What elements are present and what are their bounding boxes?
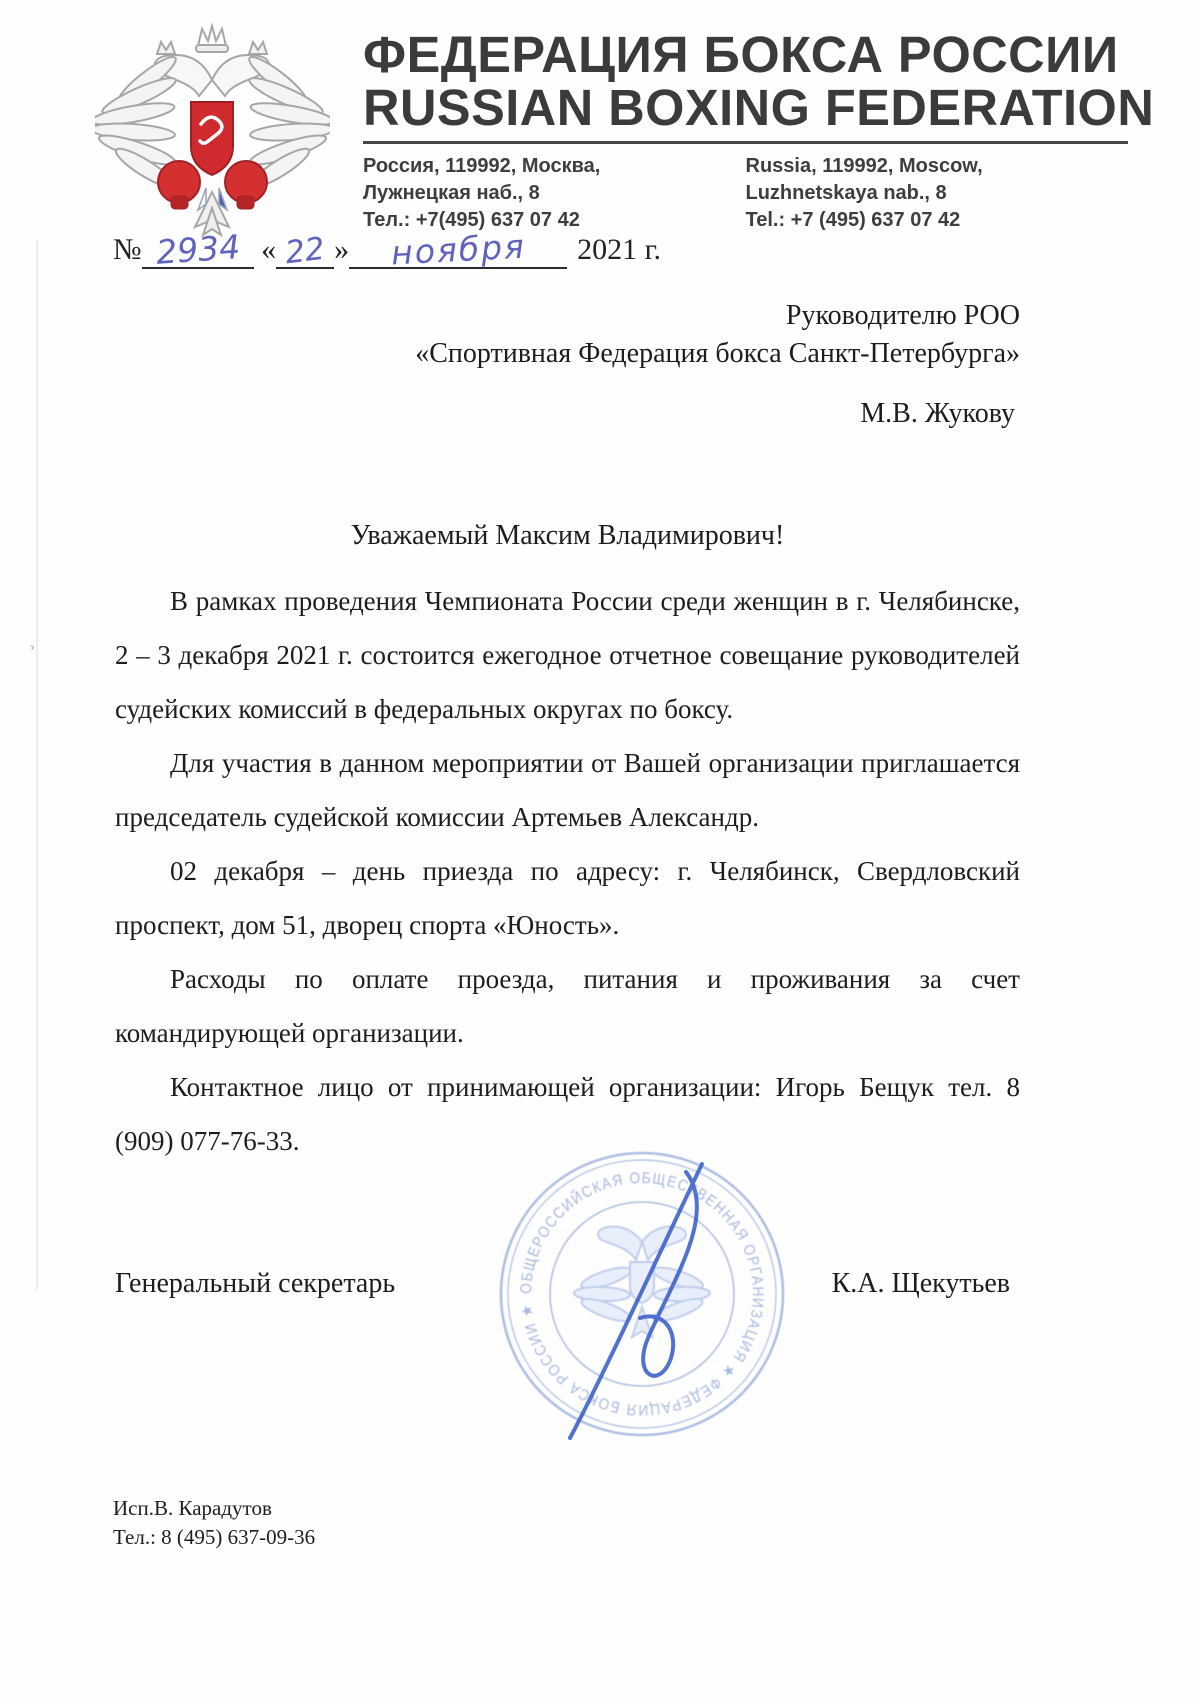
executor-name: Исп.В. Карадутов	[113, 1496, 272, 1520]
letter-body	[115, 574, 1020, 1168]
signer-name: К.А. Щекутьев	[831, 1268, 1010, 1299]
letterhead	[363, 26, 1155, 234]
address-block-russian	[363, 153, 746, 234]
boxing-federation-coat-of-arms-icon	[95, 22, 330, 240]
recipient-line: Руководителю РОО	[785, 300, 1020, 331]
scan-artifact-line	[36, 240, 38, 1290]
number-sign-label: №	[113, 233, 142, 266]
salutation: Уважаемый Максим Владимирович!	[350, 520, 785, 551]
address-en-line: Tel.: +7 (495) 637 07 42	[745, 209, 961, 231]
handwritten-outgoing-number: 2934	[154, 227, 242, 272]
executor-block	[113, 1494, 315, 1552]
body-paragraph: Расходы по оплате проезда, питания и проживания за счет командирующей организации.	[115, 964, 1020, 1048]
signer-position: Генеральный секретарь	[115, 1268, 396, 1299]
address-block-english	[746, 153, 1129, 234]
recipient-name: М.В. Жукову	[860, 398, 1015, 429]
executor-phone: Тел.: 8 (495) 637-09-36	[113, 1525, 316, 1549]
reference-number-line	[113, 226, 662, 273]
header-divider	[363, 141, 1128, 144]
recipient-block	[415, 297, 1020, 373]
org-title-english: RUSSIAN BOXING FEDERATION	[363, 79, 1155, 136]
close-quote: »	[334, 233, 350, 266]
recipient-line: «Спортивная Федерация бокса Санкт-Петербурга»	[415, 338, 1020, 369]
handwritten-month: ноября	[389, 226, 527, 273]
open-quote: «	[261, 233, 277, 266]
address-en-line: Luzhnetskaya nab., 8	[745, 182, 947, 204]
org-title-russian: ФЕДЕРАЦИЯ БОКСА РОССИИ	[363, 26, 1119, 83]
address-en-line: Russia, 119992, Moscow,	[745, 155, 983, 177]
body-paragraph: В рамках проведения Чемпионата России среди женщин в г. Челябинске, 2 – 3 декабря 2021 г. состоится ежегодное отчетное совещание руководителей судейских комиссий в федеральных округах по боксу.	[115, 586, 1020, 724]
pen-signature-icon	[490, 1142, 794, 1446]
scan-artifact-speck: ›	[28, 639, 37, 655]
body-paragraph: Для участия в данном мероприятии от Вашей организации приглашается председатель судейской комиссии Артемьев Александр.	[115, 748, 1020, 832]
handwritten-day: 22	[283, 230, 328, 272]
address-ru-line: Лужнецкая наб., 8	[363, 182, 540, 204]
address-ru-line: Тел.: +7(495) 637 07 42	[363, 209, 580, 231]
body-paragraph: 02 декабря – день приезда по адресу: г. Челябинск, Свердловский проспект, дом 51, дворец спорта «Юность».	[115, 856, 1020, 940]
year-label: 2021 г.	[577, 233, 662, 266]
address-ru-line: Россия, 119992, Москва,	[363, 155, 601, 177]
stamp-ring-text: ОБЩЕРОССИЙСКАЯ ОБЩЕСТВЕННАЯ ОРГАНИЗАЦИЯ ★ ФЕДЕРАЦИЯ БОКСА РОССИИ ★	[517, 1169, 767, 1419]
stamp-and-signature	[490, 1142, 794, 1446]
body-paragraph: Контактное лицо от принимающей организации: Игорь Бещук тел. 8 (909) 077-76-33.	[115, 1072, 1020, 1156]
